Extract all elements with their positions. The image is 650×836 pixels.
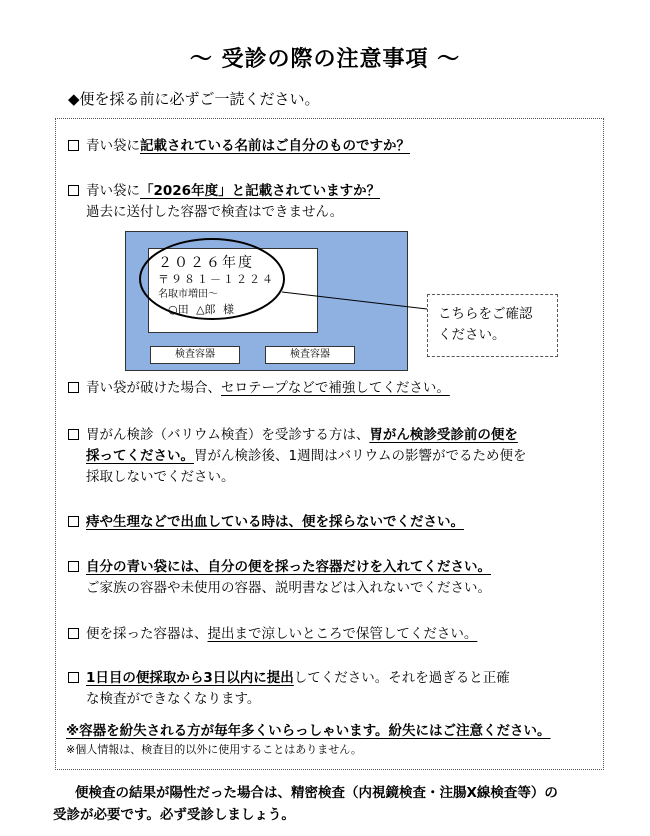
loss-notice: ※容器を紛失される方が毎年多くいらっしゃいます。紛失にはご注意ください。 bbox=[66, 723, 551, 739]
label-year: ２０２６年度 bbox=[158, 255, 254, 271]
callout-box bbox=[427, 294, 558, 357]
label-name: ○田 △郎 様 bbox=[168, 303, 235, 316]
checkbox[interactable] bbox=[68, 628, 79, 639]
label-postal-code: 〒９８１－１２２４ bbox=[158, 273, 275, 286]
checkbox[interactable] bbox=[68, 429, 79, 440]
privacy-notice: ※個人情報は、検査目的以外に使用することはありません。 bbox=[66, 743, 362, 756]
container-label-1: 検査容器 bbox=[150, 346, 240, 364]
item-year-check: 青い袋に「2026年度」と記載されていますか？ bbox=[68, 181, 380, 201]
intro-text: ◆便を採る前に必ずご一読ください。 bbox=[68, 90, 320, 108]
year-check-note: 過去に送付した容器で検査はできません。 bbox=[86, 204, 344, 220]
footer-line-2: 受診が必要です。必ず受診しましょう。 bbox=[53, 807, 295, 823]
checkbox[interactable] bbox=[68, 382, 79, 393]
barium-line-3: 採取しないでください。 bbox=[86, 469, 235, 485]
callout-pointer-line bbox=[282, 292, 427, 309]
callout-line-1: こちらをご確認 bbox=[438, 306, 533, 322]
container-label-2: 検査容器 bbox=[265, 346, 355, 364]
own-container-note: ご家族の容器や未使用の容器、説明書などは入れないでください。 bbox=[86, 580, 491, 596]
label-address: 名取市増田～ bbox=[158, 289, 218, 300]
item-name-check: 青い袋に記載されている名前はご自分のものですか？ bbox=[68, 136, 410, 156]
item-deadline: 1日目の便採取から3日以内に提出してください。それを過ぎると正確 bbox=[68, 668, 510, 688]
item-bleeding: 痔や生理などで出血している時は、便を採らないでください。 bbox=[68, 512, 464, 532]
item-barium: 胃がん検診（バリウム検査）を受診する方は、胃がん検診受診前の便を bbox=[68, 425, 518, 445]
callout-line-2: ください。 bbox=[438, 327, 506, 343]
deadline-line-2: な検査ができなくなります。 bbox=[86, 691, 261, 707]
item-storage: 便を採った容器は、提出まで涼しいところで保管してください。 bbox=[68, 624, 477, 644]
barium-line-2: 採ってください。胃がん検診後、1週間はバリウムの影響がでるため便を bbox=[86, 448, 527, 464]
page-title: ～ 受診の際の注意事項 ～ bbox=[189, 47, 461, 72]
footer-line-1: 便検査の結果が陽性だった場合は、精密検査（内視鏡検査・注腸X線検査等）の bbox=[75, 785, 558, 801]
checkbox[interactable] bbox=[68, 672, 79, 683]
checkbox[interactable] bbox=[68, 561, 79, 572]
highlight-ellipse bbox=[140, 239, 284, 319]
item-own-container: 自分の青い袋には、自分の便を採った容器だけを入れてください。 bbox=[68, 557, 491, 577]
item-torn-bag: 青い袋が破けた場合、セロテープなどで補強してください。 bbox=[68, 378, 450, 398]
checkbox[interactable] bbox=[68, 516, 79, 527]
